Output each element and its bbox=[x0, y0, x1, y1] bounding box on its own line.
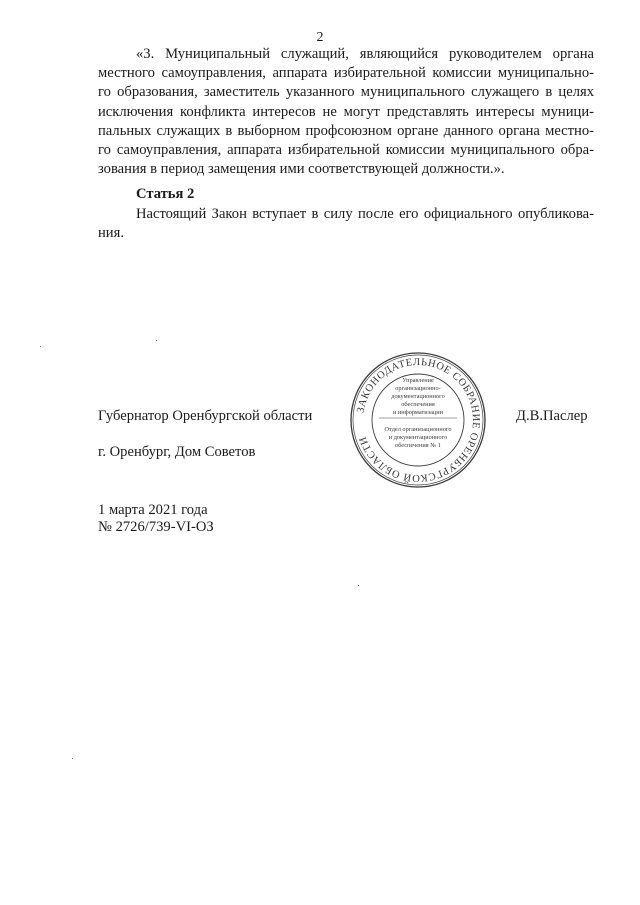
page-number: 2 bbox=[316, 30, 324, 45]
seal-inner-text: и документационного bbox=[388, 434, 448, 441]
seal-inner-text: обеспечения № 1 bbox=[395, 442, 441, 449]
official-seal-stamp bbox=[349, 351, 487, 489]
signatory-position: Губернатор Оренбургской области bbox=[98, 408, 313, 424]
text-line: го образования, заместитель указанного муниципального служащего в целях bbox=[98, 84, 594, 101]
paragraph-article-1-text bbox=[98, 45, 594, 179]
text-line: ния. bbox=[98, 225, 124, 242]
text-line: местного самоуправления, аппарата избирательной комиссии муниципально- bbox=[98, 65, 594, 82]
law-number: № 2726/739-VI-ОЗ bbox=[98, 519, 214, 535]
seal-inner-text: обеспечения bbox=[401, 401, 435, 408]
text-line: исключения конфликта интересов не могут представлять интересы муници- bbox=[98, 103, 594, 120]
text-line: го самоуправления, аппарата избирательной комиссии муниципального обра- bbox=[98, 142, 594, 159]
svg-text:ЗАКОНОДАТЕЛЬНОЕ СОБРАНИЕ ОРЕНБ: ЗАКОНОДАТЕЛЬНОЕ СОБРАНИЕ ОРЕНБУРГСКОЙ ОБЛАСТИ bbox=[355, 356, 482, 484]
seal-inner-text: Управление bbox=[402, 377, 434, 384]
paragraph-article-2-text bbox=[98, 205, 594, 243]
date-and-number bbox=[98, 502, 214, 536]
article-heading: Статья 2 bbox=[136, 186, 195, 202]
law-date: 1 марта 2021 года bbox=[98, 502, 208, 518]
text-line: зования в период замещения ими соответствующей должности.». bbox=[98, 161, 505, 178]
text-line: Настоящий Закон вступает в силу после его официального опубликова- bbox=[136, 206, 594, 222]
text-line: пальных служащих в выборном профсоюзном органе данного органа местно- bbox=[98, 122, 594, 139]
seal-inner-text: документационного bbox=[391, 393, 445, 400]
seal-inner-text: организационно- bbox=[395, 385, 441, 392]
signing-place: г. Оренбург, Дом Советов bbox=[98, 444, 256, 460]
seal-inner-text: Отдел организационного bbox=[384, 426, 452, 433]
seal-inner-text: и информатизации bbox=[392, 409, 444, 416]
signatory-name: Д.В.Паслер bbox=[516, 408, 588, 424]
text-line: «3. Муниципальный служащий, являющийся руководителем органа bbox=[136, 46, 594, 62]
